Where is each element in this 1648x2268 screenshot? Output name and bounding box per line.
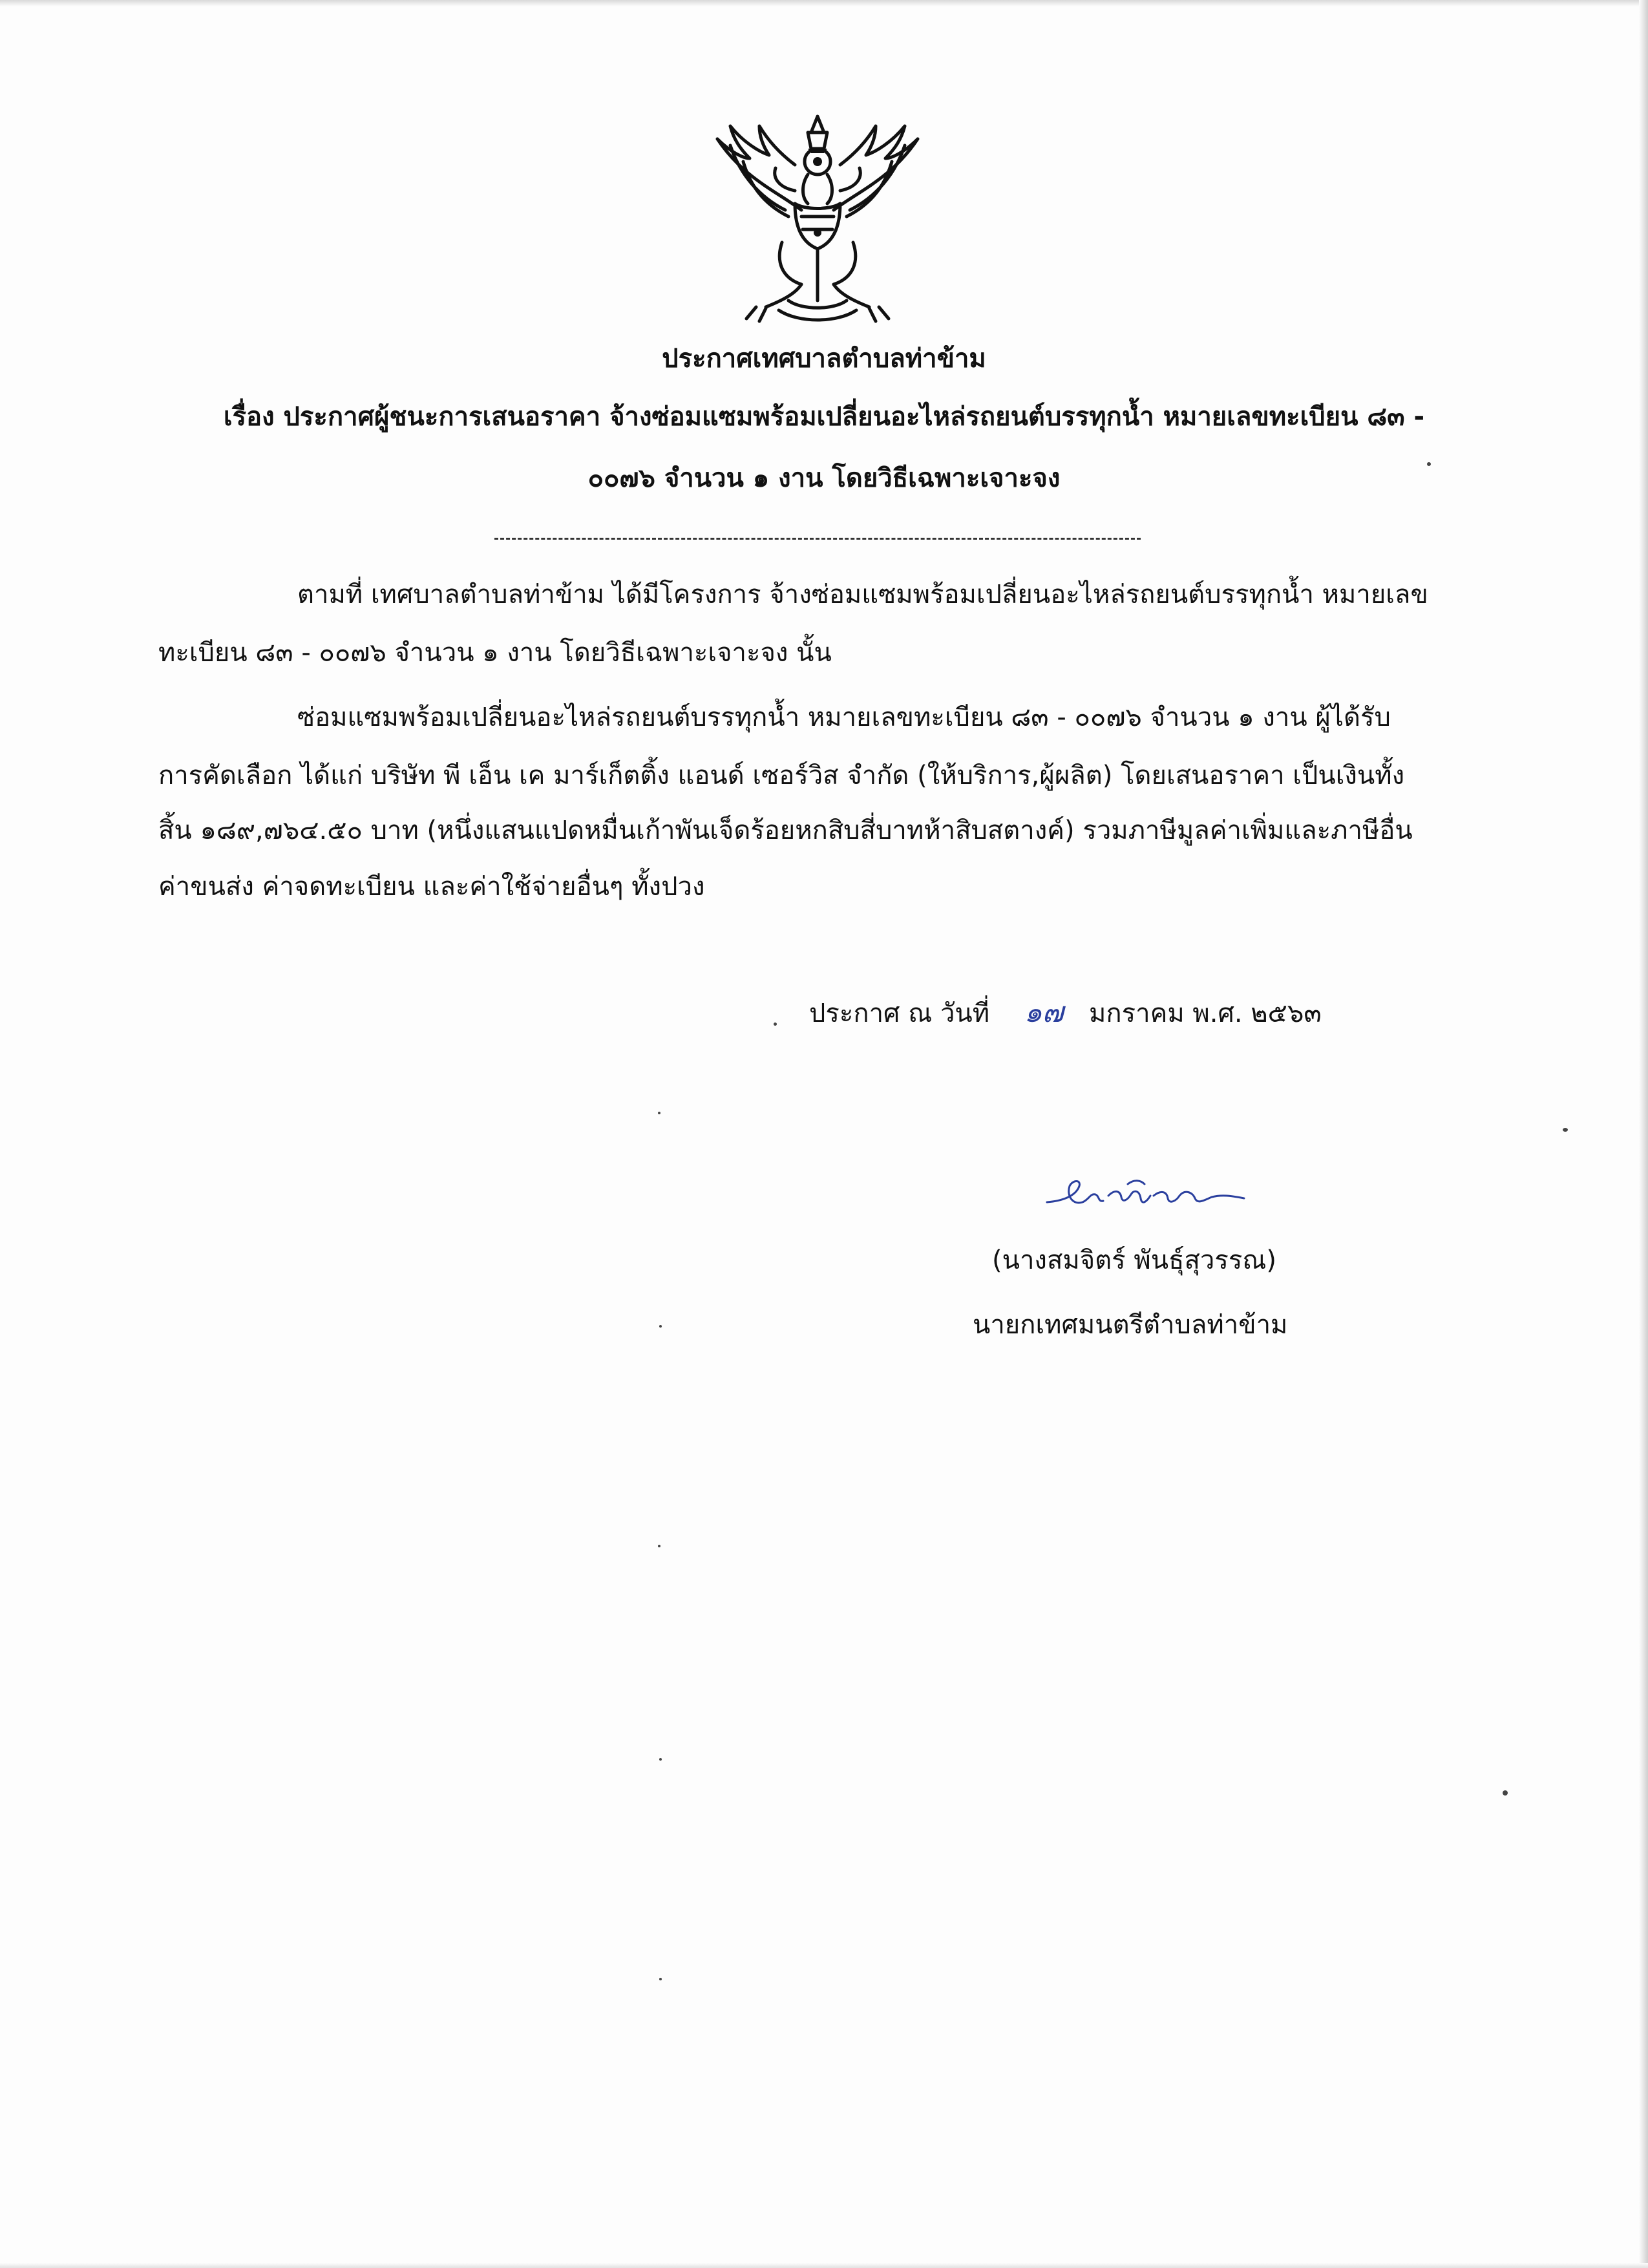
- signatory-position: นายกเทศมนตรีตำบลท่าข้าม: [973, 1310, 1288, 1340]
- scan-edge-right: [1639, 0, 1648, 2268]
- scan-speck: [1427, 462, 1431, 466]
- date-day-handwritten: ๑๗: [1024, 996, 1064, 1029]
- paragraph-2-line-1: ซ่อมแซมพร้อมเปลี่ยนอะไหล่รถยนต์บรรทุกน้ำ หมายเลขทะเบียน ๘๓ - ๐๐๗๖ จำนวน ๑ งาน ผู้ได้รับ: [297, 703, 1391, 732]
- scan-edge-bottom: [0, 2263, 1648, 2268]
- signature-mark: [1044, 1176, 1251, 1222]
- scan-speck: [1503, 1790, 1508, 1796]
- garuda-emblem-icon: [704, 113, 931, 326]
- date-line: [809, 996, 1322, 1029]
- paragraph-2-line-4: ค่าขนส่ง ค่าจดทะเบียน และค่าใช้จ่ายอื่นๆ ทั้งปวง: [158, 872, 705, 902]
- scan-speck: [659, 1325, 662, 1328]
- date-prefix: ประกาศ ณ วันที่: [809, 999, 990, 1028]
- paragraph-2-line-2: การคัดเลือก ได้แก่ บริษัท พี เอ็น เค มาร์เก็ตติ้ง แอนด์ เซอร์วิส จำกัด (ให้บริการ,ผู้ผลิต) โดยเสนอราคา เป็นเงินทั้ง: [158, 761, 1405, 790]
- scan-speck: [774, 1023, 777, 1026]
- signatory-name: (นางสมจิตร์ พันธุ์สุวรรณ): [992, 1245, 1277, 1275]
- scan-edge-top: [0, 0, 1648, 6]
- date-month-year: มกราคม พ.ศ. ๒๕๖๓: [1089, 999, 1322, 1028]
- paragraph-1-line-1: ตามที่ เทศบาลตำบลท่าข้าม ได้มีโครงการ จ้างซ่อมแซมพร้อมเปลี่ยนอะไหล่รถยนต์บรรทุกน้ำ หมายเลข: [297, 580, 1428, 609]
- document-title: ประกาศเทศบาลตำบลท่าข้าม: [662, 344, 986, 374]
- separator-line: [494, 538, 1141, 540]
- scan-speck: [1563, 1128, 1568, 1132]
- scan-speck: [658, 1112, 660, 1114]
- scan-speck: [659, 1758, 662, 1761]
- paragraph-1-line-2: ทะเบียน ๘๓ - ๐๐๗๖ จำนวน ๑ งาน โดยวิธีเฉพาะเจาะจง นั้น: [158, 638, 832, 668]
- paragraph-2-line-3: สิ้น ๑๘๙,๗๖๔.๕๐ บาท (หนึ่งแสนแปดหมื่นเก้าพันเจ็ดร้อยหกสิบสี่บาทห้าสิบสตางค์) รวมภาษีมูลค่าเพิ่มและภาษีอื่น: [158, 816, 1413, 845]
- scan-speck: [658, 1545, 660, 1547]
- subject-line-2: ๐๐๗๖ จำนวน ๑ งาน โดยวิธีเฉพาะเจาะจง: [587, 463, 1061, 493]
- scan-speck: [659, 1978, 662, 1980]
- subject-line-1: เรื่อง ประกาศผู้ชนะการเสนอราคา จ้างซ่อมแซมพร้อมเปลี่ยนอะไหล่รถยนต์บรรทุกน้ำ หมายเลขทะเบียน ๘๓ -: [223, 402, 1425, 432]
